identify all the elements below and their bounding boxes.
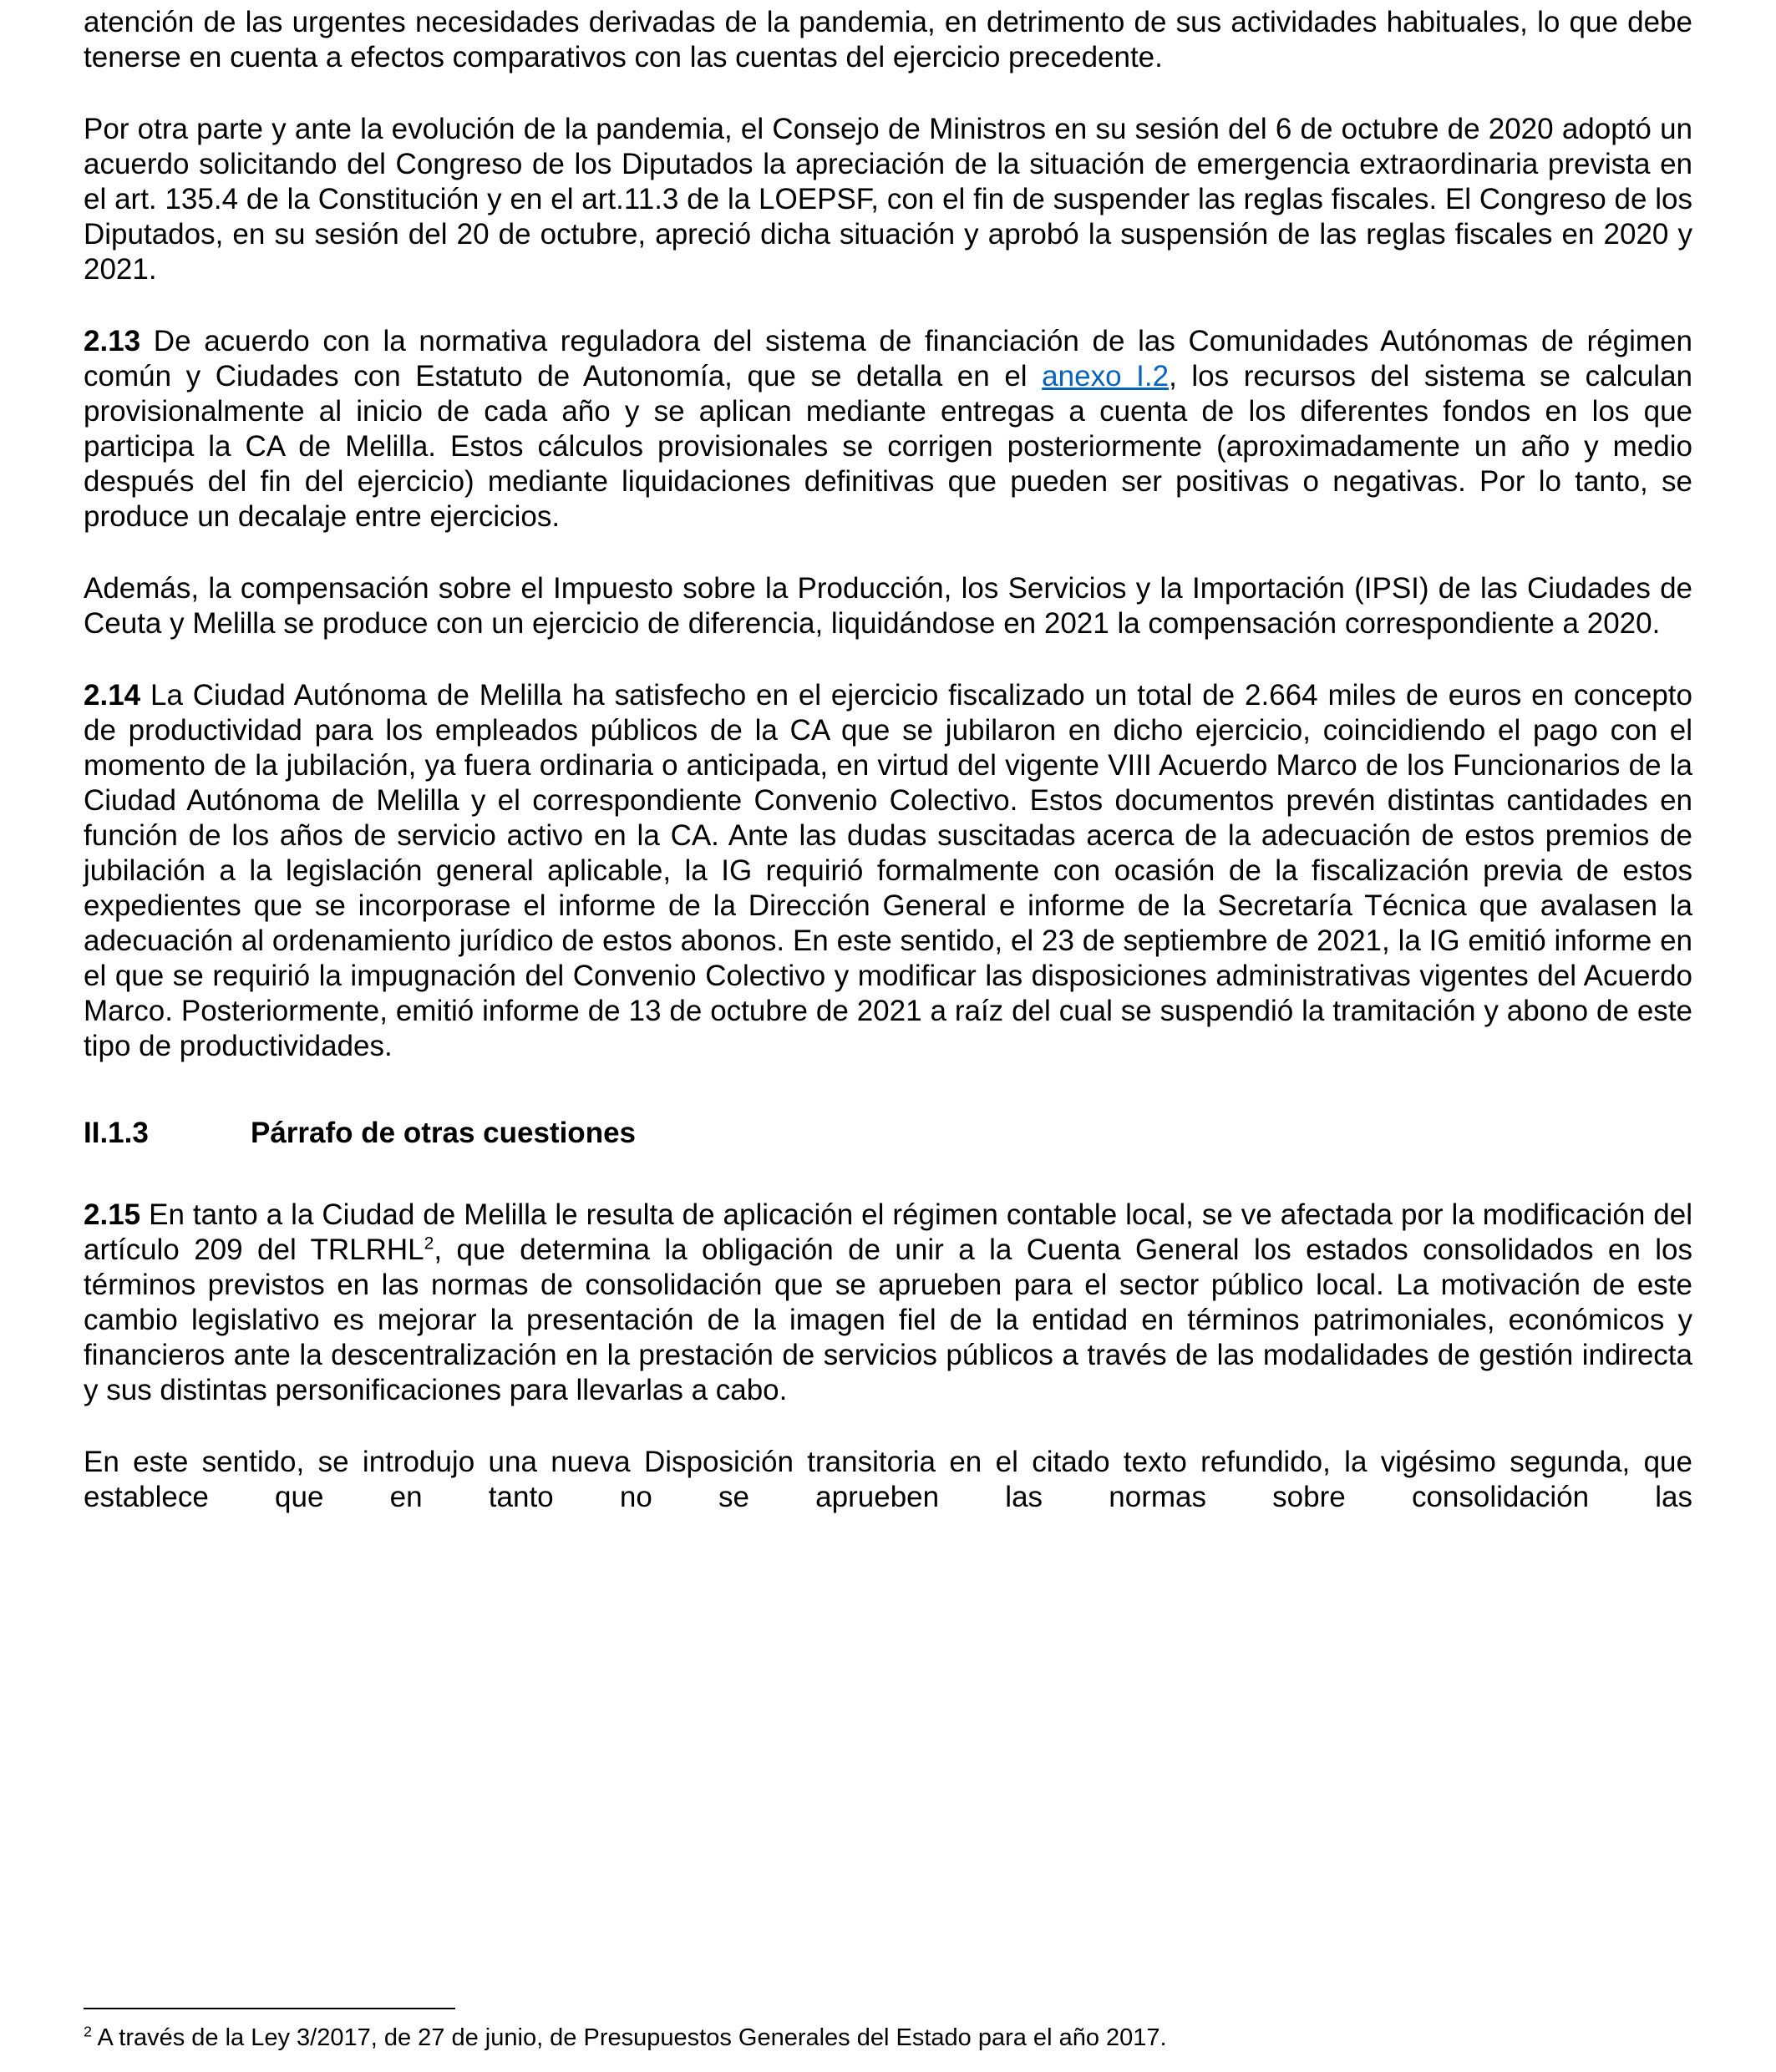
footnote — [84, 2023, 1692, 2054]
paragraph — [84, 112, 1692, 287]
paragraph-text: Además, la compensación sobre el Impuesto sobre la Producción, los Servicios y la Importación (IPSI) de las Ciudades de Ceuta y Melilla se produce con un ejercicio de diferencia, liquidándose en 2021 la compensación correspondiente a 2020. — [84, 572, 1692, 640]
paragraph-number: 2.13 — [84, 325, 141, 357]
paragraph-number: 2.14 — [84, 679, 141, 712]
paragraph-text: Por otra parte y ante la evolución de la pandemia, el Consejo de Ministros en su sesión del 6 de octubre de 2020 adoptó un acuerdo solicitando del Congreso de los Diputados la apreciación de la situación de emergencia extraordinaria prevista en el art. 135.4 de la Constitución y en el art.11.3 de la LOEPSF, con el fin de suspender las reglas fiscales. El Congreso de los Diputados, en su sesión del 20 de octubre, apreció dicha situación y aprobó la suspensión de las reglas fiscales en 2020 y 2021. — [84, 113, 1692, 286]
section-heading — [84, 1116, 1692, 1151]
paragraph — [84, 1445, 1692, 1515]
paragraph-text: atención de las urgentes necesidades derivadas de la pandemia, en detrimento de sus actividades habituales, lo que debe tenerse en cuenta a efectos comparativos con las cuentas del ejercicio precedente. — [84, 6, 1692, 73]
footnote-text: A través de la Ley 3/2017, de 27 de junio, de Presupuestos Generales del Estado para el año 2017. — [92, 2024, 1167, 2051]
paragraph-text: En tanto a la Ciudad de Melilla le resulta de aplicación el régimen contable local, se ve afectada por la modificación del artículo 209 del TRLRHL — [84, 1198, 1692, 1266]
paragraph — [84, 5, 1692, 75]
paragraph-text: , los recursos del sistema se calculan provisionalmente al inicio de cada año y se aplican mediante entregas a cuenta de los diferentes fondos en los que participa la CA de Melilla. Estos cálculos provisionales se corrigen posteriormente (aproximadamente un año y medio después del fin del ejercicio) mediante liquidaciones definitivas que pueden ser positivas o negativas. Por lo tanto, se produce un decalaje entre ejercicios. — [84, 360, 1693, 533]
footnote-marker: 2 — [84, 2023, 92, 2040]
paragraph — [84, 571, 1692, 641]
section-title: Párrafo de otras cuestiones — [251, 1117, 636, 1149]
section-number: II.1.3 — [84, 1117, 149, 1149]
paragraph-text: De acuerdo con la normativa reguladora del sistema de financiación de las Comunidades Autónomas de régimen común y Ciudades con Estatuto de Autonomía, que se detalla en el — [84, 325, 1692, 393]
footnote-rule — [84, 2008, 455, 2009]
document-body — [84, 5, 1692, 1515]
paragraph — [84, 678, 1692, 1064]
footnote-area — [84, 2008, 1692, 2054]
paragraph-text: La Ciudad Autónoma de Melilla ha satisfecho en el ejercicio fiscalizado un total de 2.664 miles de euros en concepto de productividad para los empleados públicos de la CA que se jubilaron en dicho ejercicio, coincidiendo el pago con el momento de la jubilación, ya fuera ordinaria o anticipada, en virtud del vigente VIII Acuerdo Marco de los Funcionarios de la Ciudad Autónoma de Melilla y el correspondiente Convenio Colectivo. Estos documentos prevén distintas cantidades en función de los años de servicio activo en la CA. Ante las dudas suscitadas acerca de la adecuación de estos premios de jubilación a la legislación general aplicable, la IG requirió formalmente con ocasión de la fiscalización previa de estos expedientes que se incorporase el informe de la Dirección General e informe de la Secretaría Técnica que avalasen la adecuación al ordenamiento jurídico de estos abonos. En este sentido, el 23 de septiembre de 2021, la IG emitió informe en el que se requirió la impugnación del Convenio Colectivo y modificar las disposiciones administrativas vigentes del Acuerdo Marco. Posteriormente, emitió informe de 13 de octubre de 2021 a raíz del cual se suspendió la tramitación y abono de este tipo de productividades. — [84, 679, 1692, 1062]
anexo-link[interactable]: anexo I.2 — [1042, 360, 1170, 393]
paragraph — [84, 324, 1692, 534]
footnote-ref: 2 — [424, 1234, 434, 1254]
paragraph — [84, 1198, 1692, 1408]
paragraph-text: , que determina la obligación de unir a la Cuenta General los estados consolidados en los términos previstos en las normas de consolidación que se aprueben para el sector público local. La motivación de este cambio legislativo es mejorar la presentación de la imagen fiel de la entidad en términos patrimoniales, económicos y financieros ante la descentralización en la prestación de servicios públicos a través de las modalidades de gestión indirecta y sus distintas personificaciones para llevarlas a cabo. — [84, 1234, 1692, 1406]
paragraph-text: En este sentido, se introdujo una nueva Disposición transitoria en el citado texto refundido, la vigésimo segunda, que establece que en tanto no se aprueben las normas sobre consolidación las — [84, 1446, 1692, 1513]
paragraph-number: 2.15 — [84, 1198, 141, 1231]
